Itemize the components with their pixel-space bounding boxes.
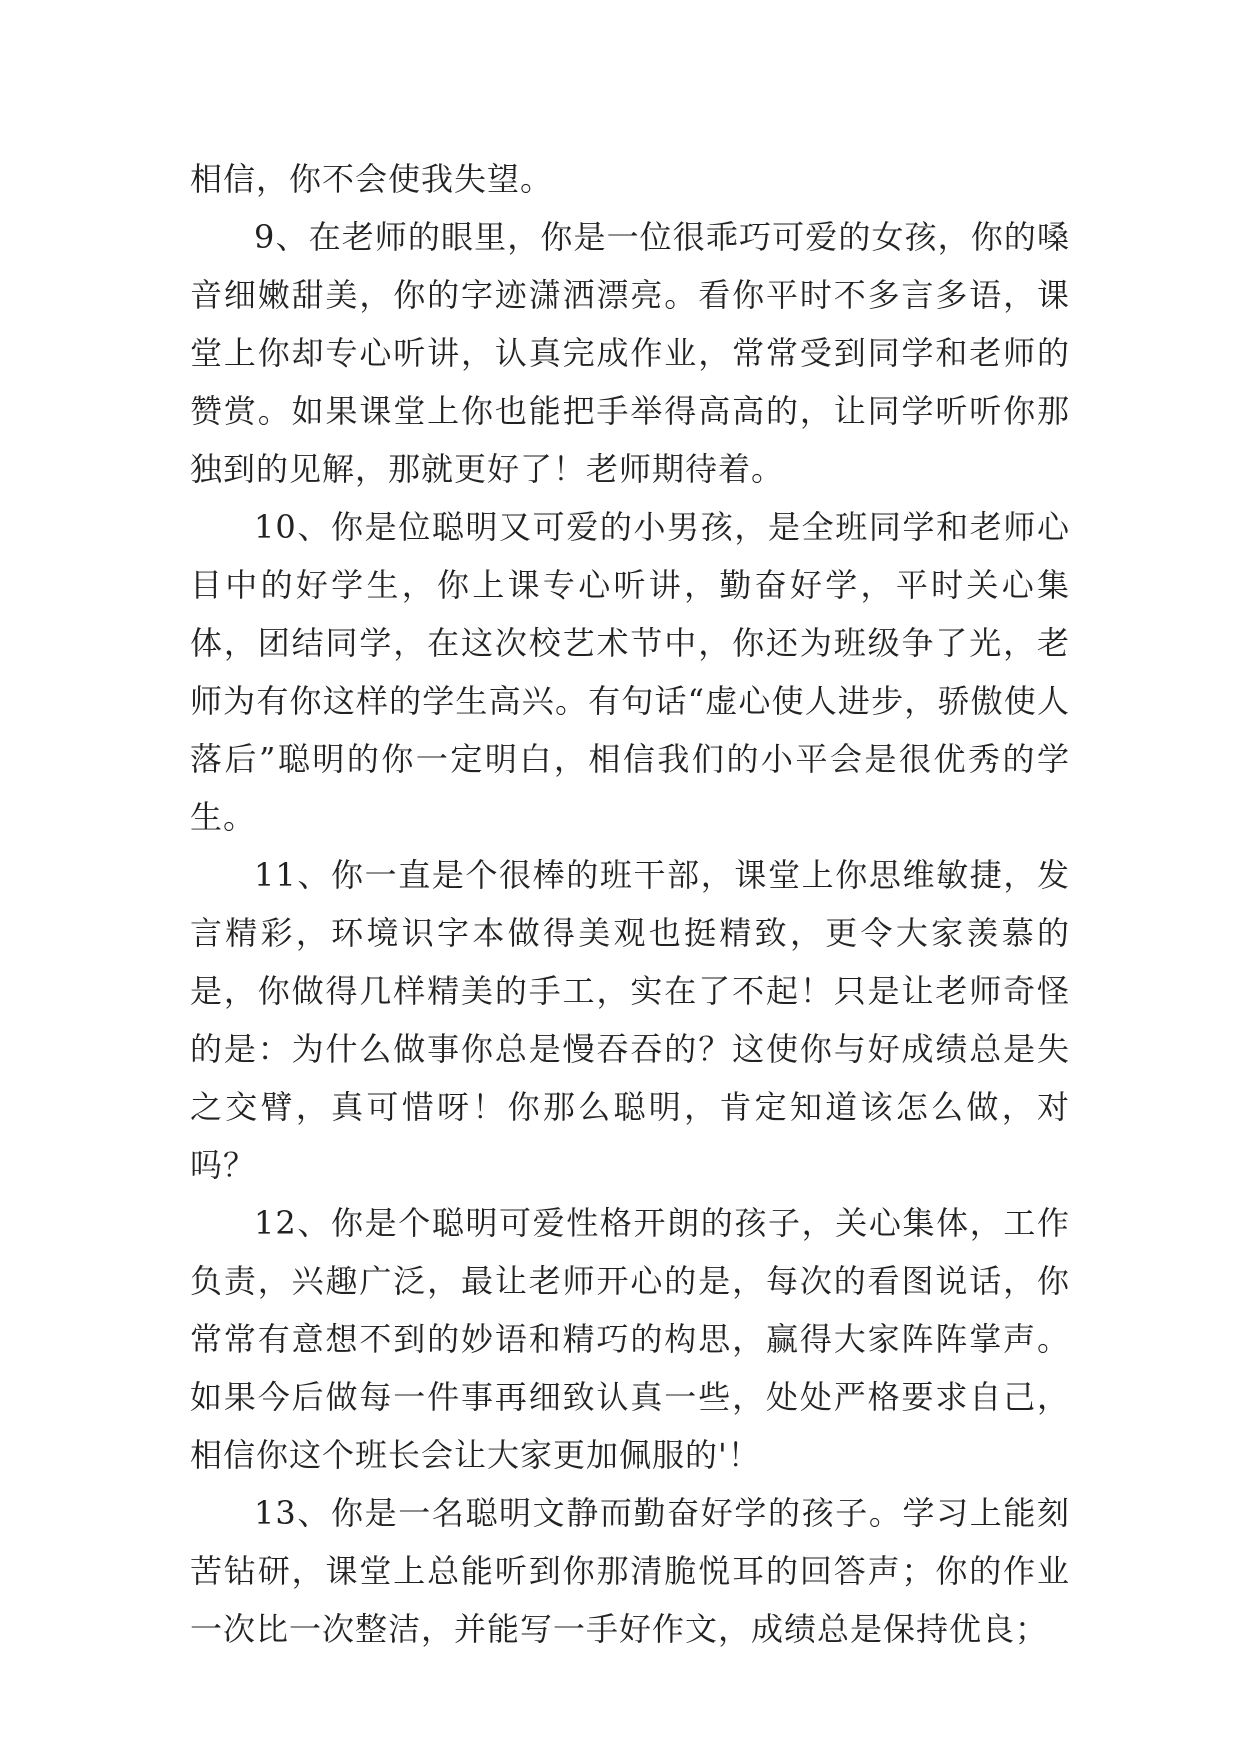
paragraph-item-9: 9、在老师的眼里，你是一位很乖巧可爱的女孩，你的嗓音细嫩甜美，你的字迹潇洒漂亮。看你平时不多言多语，课堂上你却专心听讲，认真完成作业，常常受到同学和老师的赞赏。如果课堂上你也能把手举得高高的，让同学听听你那独到的见解，那就更好了！老师期待着。 bbox=[190, 218, 1070, 488]
document-body bbox=[190, 150, 1070, 1658]
paragraph-item-12: 12、你是个聪明可爱性格开朗的孩子，关心集体，工作负责，兴趣广泛，最让老师开心的是，每次的看图说话，你常常有意想不到的妙语和精巧的构思，赢得大家阵阵掌声。如果今后做每一件事再细致认真一些，处处严格要求自己，相信你这个班长会让大家更加佩服的'！ bbox=[190, 1204, 1070, 1474]
paragraph-item-13: 13、你是一名聪明文静而勤奋好学的孩子。学习上能刻苦钻研，课堂上总能听到你那清脆悦耳的回答声；你的作业一次比一次整洁，并能写一手好作文，成绩总是保持优良； bbox=[190, 1494, 1070, 1648]
paragraph-item-10: 10、你是位聪明又可爱的小男孩，是全班同学和老师心目中的好学生，你上课专心听讲，勤奋好学，平时关心集体，团结同学，在这次校艺术节中，你还为班级争了光，老师为有你这样的学生高兴。有句话“虚心使人进步，骄傲使人落后”聪明的你一定明白，相信我们的小平会是很优秀的学生。 bbox=[190, 508, 1070, 836]
paragraph-item-11: 11、你一直是个很棒的班干部，课堂上你思维敏捷，发言精彩，环境识字本做得美观也挺精致，更令大家羡慕的是，你做得几样精美的手工，实在了不起！只是让老师奇怪的是：为什么做事你总是慢吞吞的？这使你与好成绩总是失之交臂，真可惜呀！你那么聪明，肯定知道该怎么做，对吗？ bbox=[190, 856, 1070, 1184]
paragraph-continuation: 相信，你不会使我失望。 bbox=[190, 160, 554, 198]
